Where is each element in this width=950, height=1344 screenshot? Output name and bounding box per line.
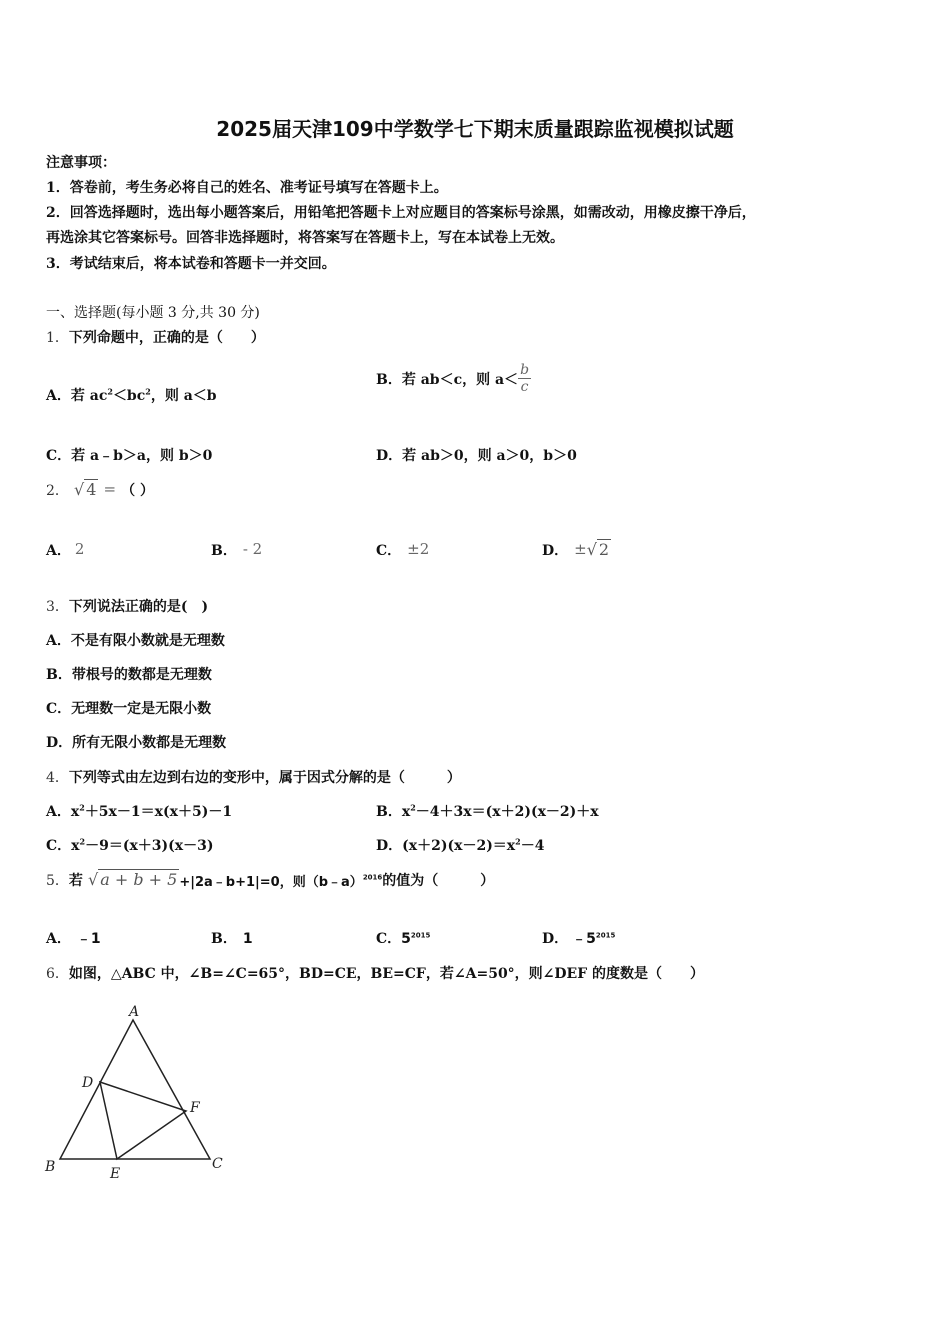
notice-item-1: 1．答卷前，考生务必将自己的姓名、准考证号填写在答题卡上。 bbox=[46, 180, 448, 196]
option-text: 若 ab＜c，则 a＜ bbox=[401, 371, 519, 388]
vertex-label-b: B bbox=[45, 1159, 56, 1175]
exponent: 2016 bbox=[362, 873, 383, 882]
notice-item-3: 3．考试结束后，将本试卷和答题卡一并交回。 bbox=[46, 256, 336, 272]
superscript: 2 bbox=[410, 802, 416, 813]
option-label: D． bbox=[376, 838, 403, 854]
question-1-option-d[interactable] bbox=[376, 445, 577, 465]
question-4-text: 下列等式由左边到右边的变形中，属于因式分解的是（ ） bbox=[68, 770, 461, 786]
notice-heading: 注意事项： bbox=[46, 155, 116, 171]
vertex-label-f: F bbox=[190, 1100, 200, 1116]
question-5-text: 若 bbox=[68, 873, 83, 889]
option-text: 若 ab＞0，则 a＞0，b＞0 bbox=[402, 448, 577, 464]
question-2-option-b[interactable] bbox=[211, 540, 262, 560]
question-4-option-d[interactable] bbox=[376, 835, 545, 855]
option-label: C． bbox=[376, 931, 402, 947]
option-text: －9＝(x＋3)(x－3) bbox=[85, 838, 214, 854]
option-label: D． bbox=[542, 543, 569, 559]
question-3-text: 下列说法正确的是( ) bbox=[68, 599, 209, 615]
question-6-text: 如图，△ABC 中，∠B=∠C=65°，BD=CE，BE=CF，若∠A=50°，则∠DEF 的度数是（ ） bbox=[68, 966, 705, 982]
question-1-option-a[interactable] bbox=[46, 385, 217, 405]
vertex-label-c: C bbox=[212, 1156, 223, 1172]
option-text: x bbox=[70, 804, 80, 820]
option-label: C． bbox=[46, 448, 72, 464]
question-5-text: 的值为（ ） bbox=[382, 873, 495, 889]
fraction-b-over-c bbox=[518, 362, 531, 395]
page-title: 2025届天津109中学数学七下期末质量跟踪监视模拟试题 bbox=[216, 117, 734, 141]
option-text: －4＋3x＝(x＋2)(x－2)＋x bbox=[415, 804, 599, 820]
question-1-text: 下列命题中，正确的是（ ） bbox=[68, 330, 265, 346]
question-5-option-c[interactable] bbox=[376, 928, 430, 948]
option-value: ﹣5 bbox=[572, 931, 596, 947]
question-4-option-a[interactable] bbox=[46, 801, 232, 821]
superscript: 2 bbox=[79, 836, 86, 847]
question-3-option-c[interactable]: C．无理数一定是无限小数 bbox=[46, 701, 212, 717]
question-6-number: 6． bbox=[46, 966, 69, 982]
superscript: 2 bbox=[107, 386, 113, 397]
question-1-number: 1． bbox=[46, 330, 69, 346]
fraction-numerator: b bbox=[520, 362, 530, 378]
option-label: B． bbox=[211, 543, 237, 559]
fraction-denominator: c bbox=[520, 379, 529, 395]
sqrt-expression: √ a + b + 5 bbox=[88, 870, 178, 889]
question-4-option-c[interactable] bbox=[46, 835, 214, 855]
question-2-option-a[interactable] bbox=[46, 540, 84, 560]
vertex-label-a: A bbox=[129, 1004, 140, 1020]
question-3-option-a[interactable]: A．不是有限小数就是无理数 bbox=[46, 633, 225, 649]
option-text: ，则 a＜b bbox=[150, 388, 217, 404]
option-text: －4 bbox=[520, 838, 545, 854]
option-text: ＜bc bbox=[112, 388, 146, 404]
notice-item-2-cont: 再选涂其它答案标号。回答非选择题时，将答案写在答题卡上，写在本试卷上无效。 bbox=[46, 230, 564, 246]
question-2-number: 2． bbox=[46, 483, 69, 499]
option-label: C． bbox=[46, 838, 72, 854]
notice-item-2: 2．回答选择题时，选出每小题答案后，用铅笔把答题卡上对应题目的答案标号涂黑，如需改动，用橡皮擦干净后， bbox=[46, 205, 756, 221]
radicand: 4 bbox=[86, 480, 97, 499]
superscript: 2 bbox=[145, 386, 151, 397]
sqrt-4: √ 4 bbox=[74, 480, 97, 499]
option-label: B． bbox=[376, 804, 402, 820]
option-label: D． bbox=[542, 931, 569, 947]
option-value: ±2 bbox=[407, 540, 430, 558]
option-label: D． bbox=[376, 448, 403, 464]
answer-blank: （ ） bbox=[121, 483, 155, 499]
question-1-option-c[interactable] bbox=[46, 445, 212, 465]
section-heading: 一、选择题(每小题 3 分,共 30 分) bbox=[46, 305, 260, 321]
question-4-stem bbox=[46, 767, 461, 787]
option-text: ＋5x－1＝x(x＋5)－1 bbox=[84, 804, 233, 820]
triangle-figure bbox=[40, 1000, 240, 1190]
option-value: ﹣1 bbox=[76, 931, 101, 947]
question-2-stem bbox=[46, 480, 154, 500]
option-label: A． bbox=[46, 388, 71, 404]
option-value: 5 bbox=[401, 931, 411, 947]
option-text: 若 ac bbox=[70, 388, 108, 404]
option-label: A． bbox=[46, 804, 71, 820]
question-5-text: +|2a﹣b+1|=0，则（b﹣a） bbox=[179, 875, 363, 890]
question-3-option-d[interactable]: D．所有无限小数都是无理数 bbox=[46, 735, 227, 751]
option-text: (x＋2)(x－2)＝x bbox=[402, 838, 516, 854]
option-label: C． bbox=[376, 543, 402, 559]
question-4-number: 4． bbox=[46, 770, 69, 786]
radicand: 2 bbox=[598, 540, 610, 559]
sqrt-2: √ 2 bbox=[586, 540, 610, 559]
option-label: B． bbox=[211, 931, 237, 947]
question-2-option-c[interactable] bbox=[376, 540, 429, 560]
question-5-stem bbox=[46, 870, 494, 890]
option-text: 若 a﹣b＞a，则 b＞0 bbox=[71, 448, 213, 464]
question-3-number: 3． bbox=[46, 599, 69, 615]
question-5-option-d[interactable] bbox=[542, 928, 615, 948]
equals-sign: = bbox=[103, 480, 117, 498]
question-1-option-b[interactable] bbox=[376, 362, 531, 395]
radicand: a + b + 5 bbox=[100, 870, 178, 889]
exponent: 2015 bbox=[410, 931, 431, 940]
option-value: - 2 bbox=[242, 540, 263, 558]
option-label: A． bbox=[46, 543, 71, 559]
question-6-stem bbox=[46, 963, 704, 983]
question-3-stem bbox=[46, 596, 208, 616]
question-5-option-b[interactable] bbox=[211, 928, 253, 948]
question-5-option-a[interactable] bbox=[46, 928, 101, 948]
vertex-label-d: D bbox=[82, 1075, 94, 1091]
exponent: 2015 bbox=[595, 931, 616, 940]
question-5-number: 5． bbox=[46, 873, 69, 889]
superscript: 2 bbox=[79, 802, 85, 813]
superscript: 2 bbox=[515, 836, 521, 847]
option-text: x bbox=[401, 804, 411, 820]
option-value: 1 bbox=[242, 931, 253, 947]
option-label: B． bbox=[376, 371, 402, 388]
question-1-stem bbox=[46, 327, 265, 347]
option-label: A． bbox=[46, 931, 71, 947]
option-text: x bbox=[71, 838, 80, 854]
plus-minus: ± bbox=[574, 540, 587, 558]
question-3-option-b[interactable]: B．带根号的数都是无理数 bbox=[46, 667, 212, 683]
question-4-option-b[interactable] bbox=[376, 801, 599, 821]
question-2-option-d[interactable] bbox=[542, 540, 611, 560]
vertex-label-e: E bbox=[110, 1166, 121, 1182]
option-value: 2 bbox=[74, 540, 85, 558]
